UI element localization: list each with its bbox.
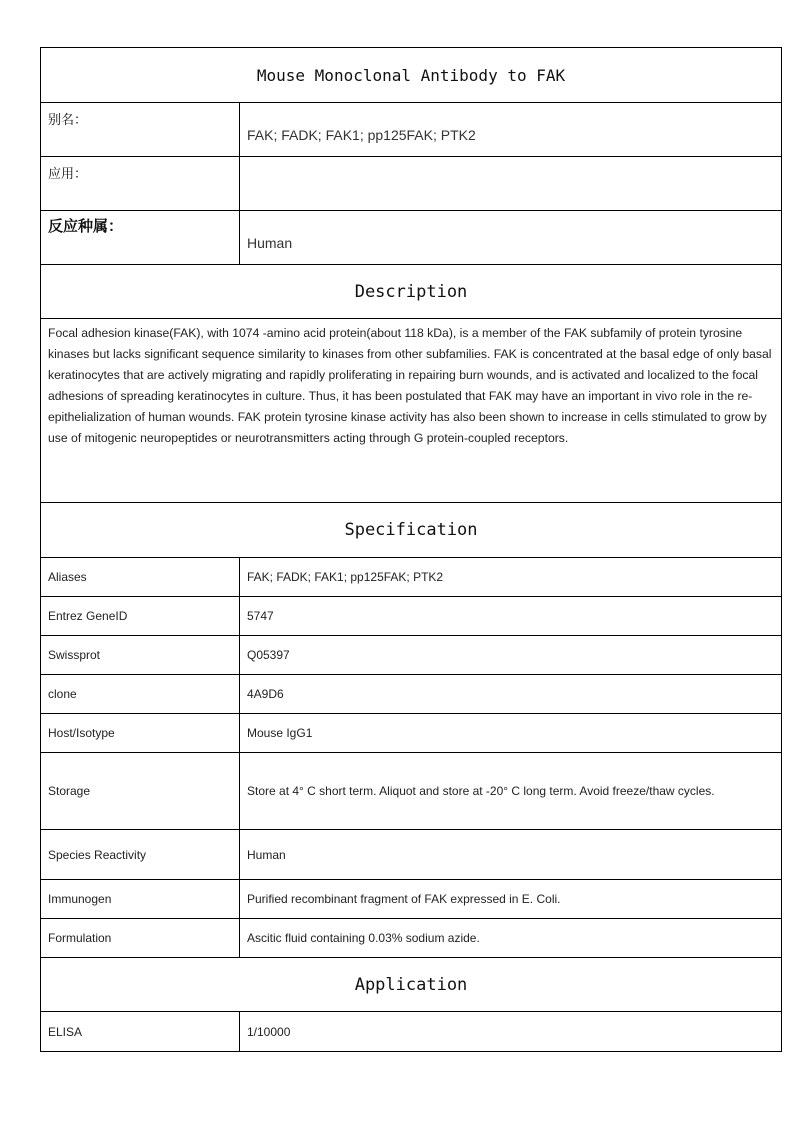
summary-value-alias: FAK; FADK; FAK1; pp125FAK; PTK2 [240, 103, 782, 157]
spec-value: Purified recombinant fragment of FAK expressed in E. Coli. [240, 880, 782, 919]
application-label: ELISA [41, 1012, 240, 1052]
summary-label-reactivity: 反应种属： [41, 211, 240, 265]
spec-value: Mouse IgG1 [240, 714, 782, 753]
spec-label: Species Reactivity [41, 830, 240, 880]
spec-row [41, 597, 782, 636]
spec-label: Storage [41, 753, 240, 830]
spec-label: Swissprot [41, 636, 240, 675]
summary-row-alias [41, 103, 782, 157]
summary-label-alias: 别名： [41, 103, 240, 157]
page-title: Mouse Monoclonal Antibody to FAK [41, 48, 782, 103]
datasheet [40, 47, 781, 1052]
spec-value: Human [240, 830, 782, 880]
summary-row-application [41, 157, 782, 211]
spec-row [41, 558, 782, 597]
spec-row [41, 675, 782, 714]
datasheet-table [40, 47, 782, 1052]
description-row [41, 319, 782, 503]
spec-label: Formulation [41, 919, 240, 958]
spec-value: Store at 4° C short term. Aliquot and store at -20° C long term. Avoid freeze/thaw cycles. [240, 753, 782, 830]
application-heading: Application [41, 958, 782, 1012]
summary-value-application [240, 157, 782, 211]
spec-row [41, 636, 782, 675]
specification-heading-row [41, 503, 782, 558]
spec-row [41, 919, 782, 958]
spec-value: 4A9D6 [240, 675, 782, 714]
spec-value: Ascitic fluid containing 0.03% sodium azide. [240, 919, 782, 958]
summary-row-reactivity [41, 211, 782, 265]
spec-label: Entrez GeneID [41, 597, 240, 636]
spec-label: Host/Isotype [41, 714, 240, 753]
application-heading-row [41, 958, 782, 1012]
title-row [41, 48, 782, 103]
application-row [41, 1012, 782, 1052]
spec-value: Q05397 [240, 636, 782, 675]
spec-label: clone [41, 675, 240, 714]
spec-value: 5747 [240, 597, 782, 636]
spec-row [41, 753, 782, 830]
spec-row [41, 880, 782, 919]
description-heading: Description [41, 265, 782, 319]
spec-row [41, 830, 782, 880]
description-heading-row [41, 265, 782, 319]
summary-label-application: 应用： [41, 157, 240, 211]
spec-row [41, 714, 782, 753]
spec-value: FAK; FADK; FAK1; pp125FAK; PTK2 [240, 558, 782, 597]
specification-heading: Specification [41, 503, 782, 558]
application-value: 1/10000 [240, 1012, 782, 1052]
spec-label: Immunogen [41, 880, 240, 919]
summary-value-reactivity: Human [240, 211, 782, 265]
description-text: Focal adhesion kinase(FAK), with 1074 -amino acid protein(about 118 kDa), is a member of the FAK subfamily of protein tyrosine kinases but lacks significant sequence similarity to kinases from other subfamilies. FAK is concentrated at the basal edge of only basal keratinocytes that are actively migrating and rapidly proliferating in repairing burn wounds, and is activated and localized to the focal adhesions of spreading keratinocytes in culture. Thus, it has been postulated that FAK may have an important in vivo role in the re-epithelialization of human wounds. FAK protein tyrosine kinase activity has also been shown to increase in cells stimulated to grow by use of mitogenic neuropeptides or neurotransmitters acting through G protein-coupled receptors. [41, 319, 782, 503]
spec-label: Aliases [41, 558, 240, 597]
